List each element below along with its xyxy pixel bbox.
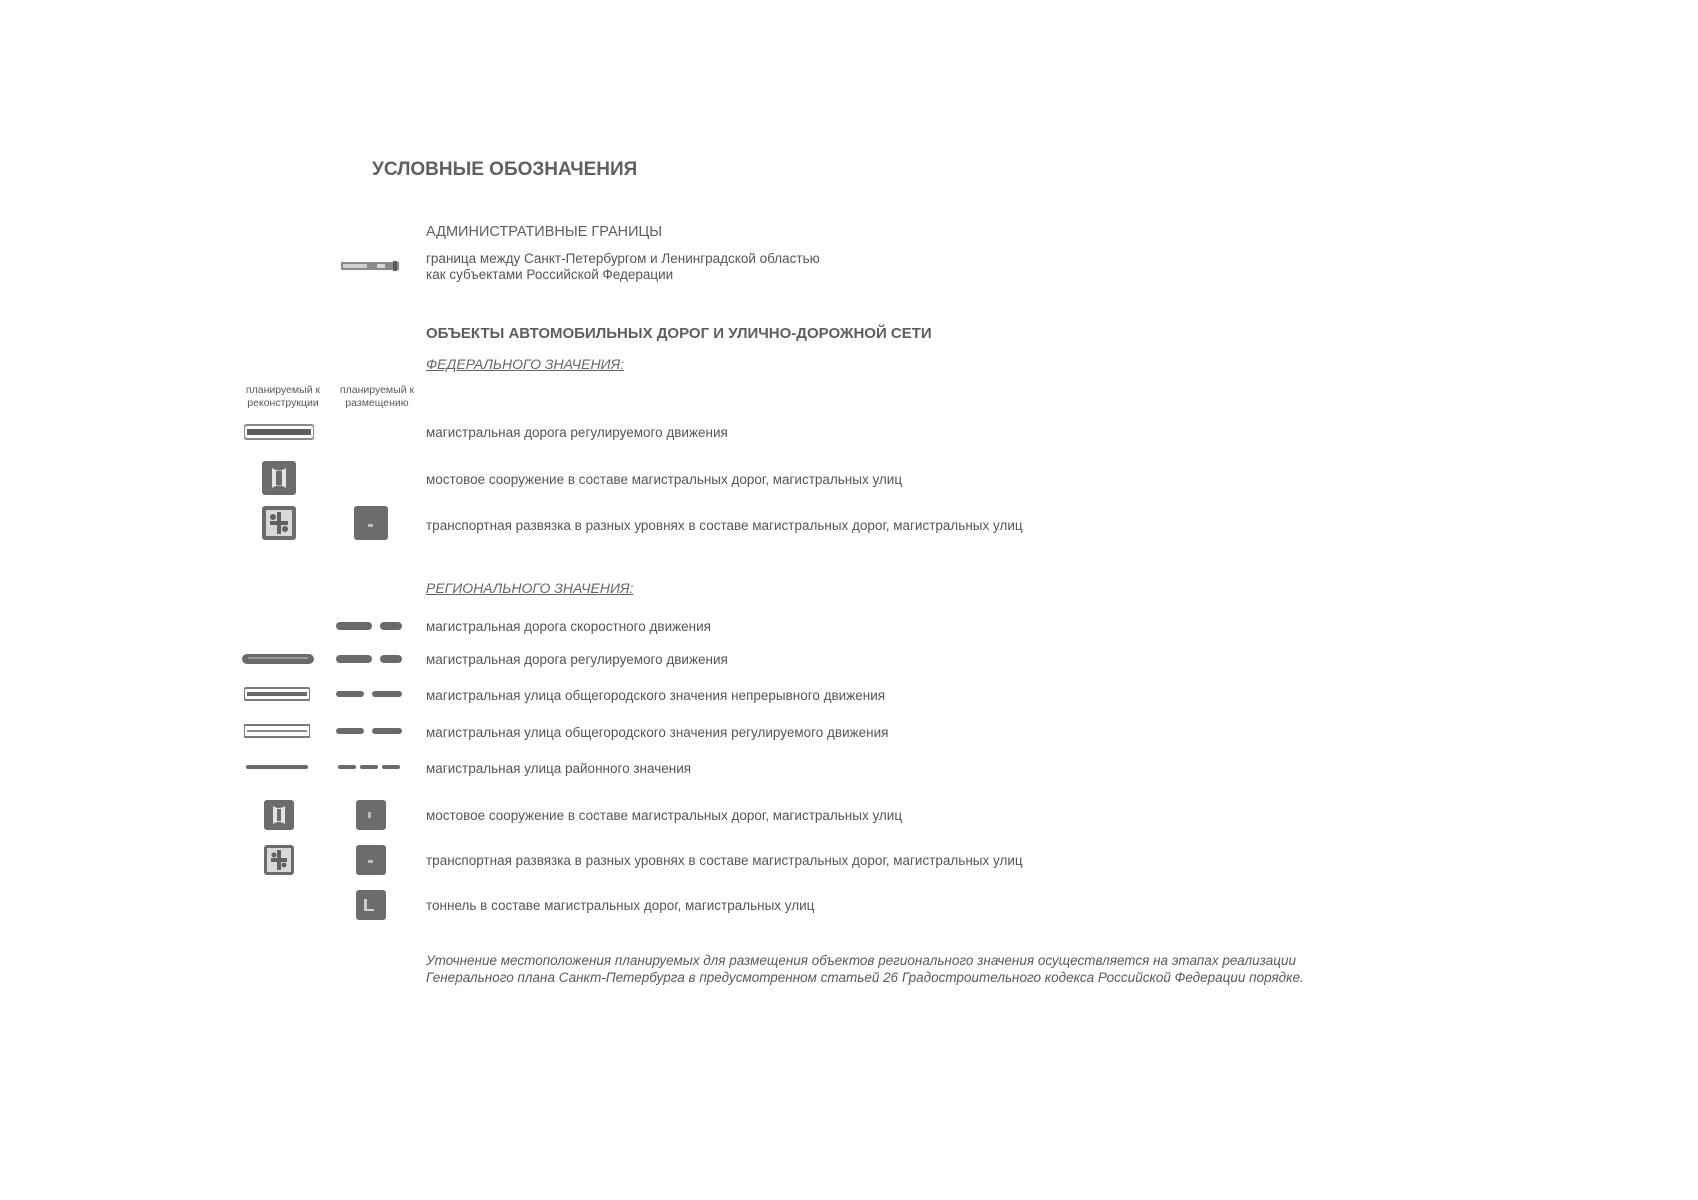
regional-item-7: транспортная развязка в разных уровнях в составе магистральных дорог, магистральных улиц [426,853,1023,868]
federal-interchange-reconstruction-icon [262,506,296,540]
regional-continuous-street-placement-symbol [336,690,402,698]
regional-item-3: магистральная улица общегородского значения непрерывного движения [426,688,886,703]
regional-regulated-road-reconstruction-symbol [242,652,314,666]
regional-item-6: мостовое сооружение в составе магистральных дорог, магистральных улиц [426,808,903,823]
regional-tunnel-placement-icon [356,890,386,920]
federal-item-1: магистральная дорога регулируемого движения [426,425,728,440]
regional-district-street-reconstruction-symbol [246,764,308,770]
column-header-placement [332,384,422,410]
regional-district-street-placement-symbol [338,764,400,770]
regional-continuous-street-reconstruction-symbol [244,687,310,701]
column-header-reconstruction [238,384,328,410]
regional-express-road-placement-symbol [336,621,402,631]
regional-item-5: магистральная улица районного значения [426,761,692,776]
admin-heading: АДМИНИСТРАТИВНЫЕ ГРАНИЦЫ [426,224,663,240]
federal-heading: ФЕДЕРАЛЬНОГО ЗНАЧЕНИЯ: [426,356,625,372]
federal-item-2: мостовое сооружение в составе магистральных дорог, магистральных улиц [426,472,903,487]
regional-bridge-placement-icon [356,800,386,830]
roads-heading: ОБЪЕКТЫ АВТОМОБИЛЬНЫХ ДОРОГ И УЛИЧНО-ДОРОЖНОЙ СЕТИ [426,325,932,342]
boundary-label-1: граница между Санкт-Петербургом и Ленинградской областью [426,251,820,266]
regional-interchange-reconstruction-icon [264,845,294,875]
federal-item-3: транспортная развязка в разных уровнях в составе магистральных дорог, магистральных улиц [426,518,1023,533]
federal-interchange-placement-icon [354,506,388,540]
regional-regulated-street-placement-symbol [336,727,402,735]
footnote-line-2: Генерального плана Санкт-Петербурга в предусмотренном статьей 26 Градостроительного кодекса Российской Федерации порядке. [426,970,1304,985]
regional-regulated-road-placement-symbol [336,654,402,664]
boundary-line-symbol [341,259,399,273]
column-header-placement-line2: размещению [345,397,409,409]
boundary-label-2: как субъектами Российской Федерации [426,267,674,282]
regional-item-2: магистральная дорога регулируемого движения [426,652,728,667]
regional-heading: РЕГИОНАЛЬНОГО ЗНАЧЕНИЯ: [426,580,634,596]
footnote [426,952,1304,986]
regional-bridge-reconstruction-icon [264,800,294,830]
legend-title: УСЛОВНЫЕ ОБОЗНАЧЕНИЯ [372,159,638,180]
column-header-reconstruction-line1: планируемый к [245,384,321,396]
column-header-placement-line1: планируемый к [339,384,415,396]
federal-regulated-road-reconstruction-symbol [244,424,314,440]
regional-interchange-placement-icon [356,845,386,875]
footnote-line-1: Уточнение местоположения планируемых для размещения объектов регионального значения осуществляется на этапах реализации [426,953,1297,968]
federal-bridge-reconstruction-icon [262,461,296,495]
regional-item-8: тоннель в составе магистральных дорог, магистральных улиц [426,898,815,913]
regional-item-1: магистральная дорога скоростного движения [426,619,711,634]
regional-item-4: магистральная улица общегородского значения регулируемого движения [426,725,889,740]
regional-regulated-street-reconstruction-symbol [244,724,310,738]
column-header-reconstruction-line2: реконструкции [247,397,319,409]
